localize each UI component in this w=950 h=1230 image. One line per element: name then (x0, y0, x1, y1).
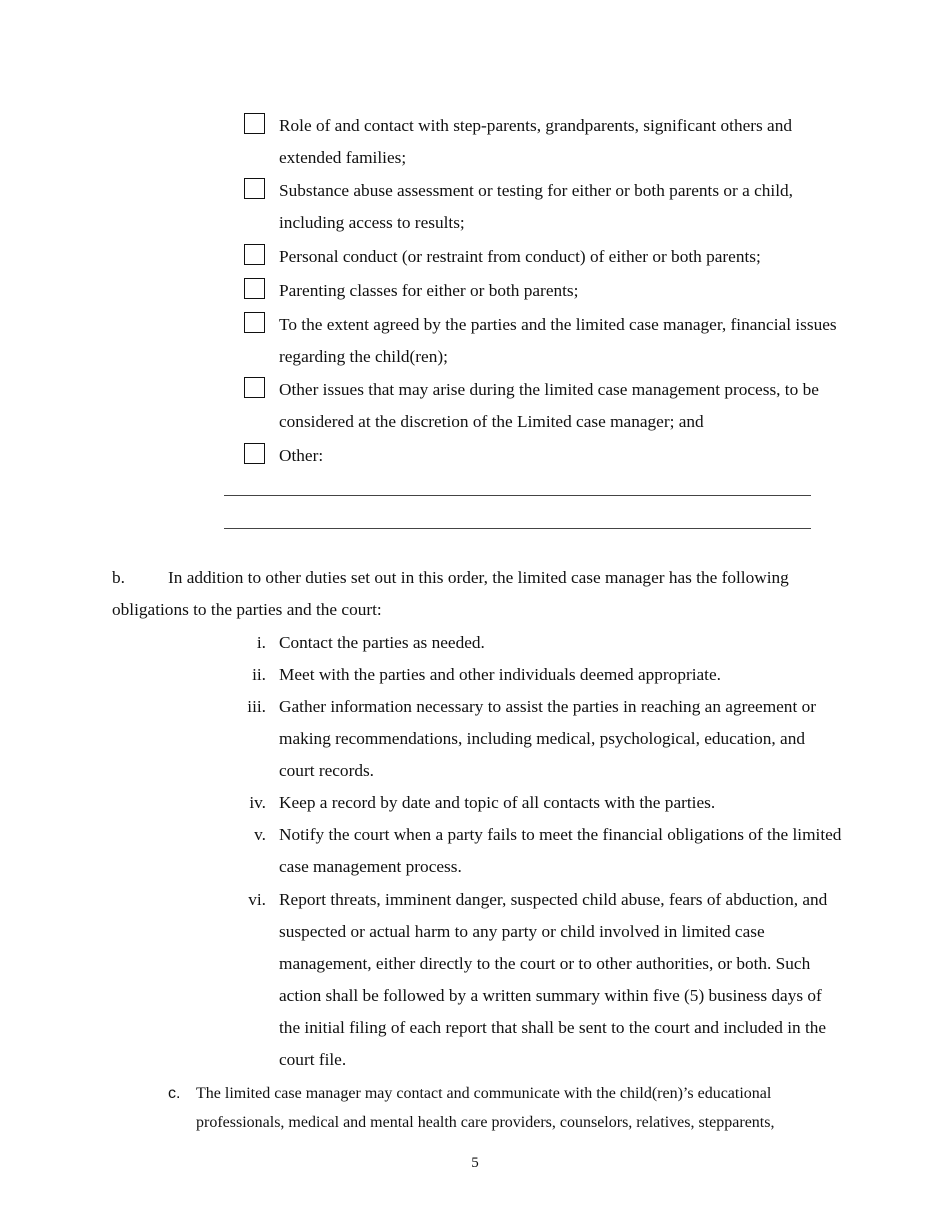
page-number: 5 (471, 1155, 479, 1171)
checklist-item-label: Role of and contact with step-parents, grandparents, significant others and extended families; (279, 116, 793, 167)
checklist-item-label: Parenting classes for either or both parents; (279, 281, 579, 300)
obligation-number: iv. (249, 793, 266, 812)
section-c-text: The limited case manager may contact and communicate with the child(ren)’s educational professionals, medical and mental health care providers, counselors, relatives, stepparents, (196, 1085, 775, 1131)
obligation-number: i. (256, 633, 266, 652)
section-b-text: In addition to other duties set out in this order, the limited case manager has the following obligations to the parties and the court: (112, 568, 789, 619)
checkbox[interactable] (244, 244, 265, 265)
obligation-number: ii. (252, 665, 266, 684)
checkbox[interactable] (244, 377, 265, 398)
checkbox[interactable] (244, 178, 265, 199)
other-blank-line-1[interactable] (224, 495, 811, 496)
checklist-item-label: To the extent agreed by the parties and the limited case manager, financial issues regarding the child(ren); (279, 315, 837, 366)
obligation-text: Meet with the parties and other individuals deemed appropriate. (279, 665, 721, 684)
section-b-paragraph (112, 562, 844, 626)
checklist-item-label: Other: (279, 446, 324, 465)
obligation-number: v. (254, 825, 266, 844)
obligation-text: Report threats, imminent danger, suspected child abuse, fears of abduction, and suspected or actual harm to any party or child involved in limited case management, either directly to the court or to other authorities, or both. Such action shall be followed by a written summary within five (5) business days of the initial filing of each report that shall be sent to the court and included in the court file. (279, 890, 828, 1069)
obligation-text: Contact the parties as needed. (279, 633, 485, 652)
other-blank-line-2[interactable] (224, 528, 811, 529)
obligation-text: Gather information necessary to assist the parties in reaching an agreement or making recommendations, including medical, psychological, education, and court records. (279, 697, 816, 780)
obligation-number: vi. (248, 890, 266, 909)
checkbox[interactable] (244, 443, 265, 464)
section-b-marker: b. (112, 568, 125, 587)
checkbox[interactable] (244, 113, 265, 134)
obligation-number: iii. (247, 697, 266, 716)
checkbox[interactable] (244, 312, 265, 333)
checklist-item-label: Substance abuse assessment or testing for either or both parents or a child, including access to results; (279, 181, 793, 232)
section-c-marker: c. (168, 1085, 181, 1102)
obligation-text: Notify the court when a party fails to meet the financial obligations of the limited case management process. (279, 825, 842, 876)
checklist-item-label: Personal conduct (or restraint from conduct) of either or both parents; (279, 247, 761, 266)
obligation-text: Keep a record by date and topic of all contacts with the parties. (279, 793, 716, 812)
checklist-item-label: Other issues that may arise during the limited case management process, to be considered at the discretion of the Limited case manager; and (279, 380, 819, 431)
checkbox[interactable] (244, 278, 265, 299)
